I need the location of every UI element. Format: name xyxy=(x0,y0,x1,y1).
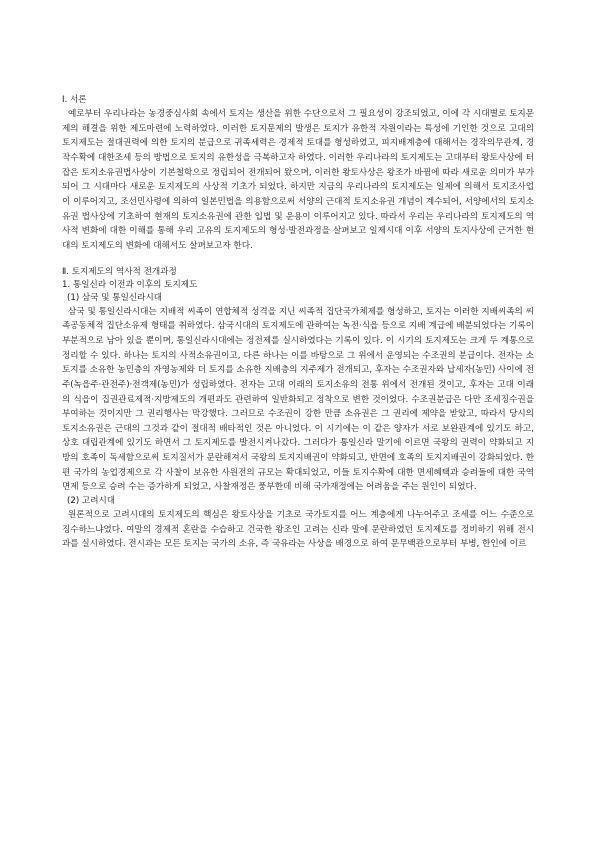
section-2-title: Ⅱ. 토지제도의 역사적 전개과정 xyxy=(62,266,177,277)
part-2-paragraph: 원론적으로 고려시대의 토지제도의 핵심은 왕토사상을 기초로 국가토지를 어느 계층에게 나누어주고 조세를 어느 수준으로 징수하느냐였다. 여말의 경제적 혼란을 수습하고 건국한 왕조인 고려는 신라 말에 문란하였던 토지제도를 정비하기 위해 전시과를 실시하였다. 전시과는 모든 토지는 국가의 소유, 즉 국유라는 사상을 배경으로 하여 문무백관으로부터 부병, 한인에 이르 xyxy=(62,510,534,550)
section-1-title: Ⅰ. 서론 xyxy=(62,95,87,105)
part-1-paragraph: 삼국 및 통일신라시대는 지배적 씨족이 연합체적 성격을 지닌 씨족적 집단국가체제를 형성하고, 토지는 이러한 지배씨족의 씨족공동체적 집단소유제 형태를 취하였다. 삼국시대의 토지제도에 관하여는 녹전·식읍 등으로 지배 계급에 배분되었다는 기록이 부분적으로 남아 있을 뿐이며, 통일신라시대에는 정전제를 실시하였다는 기록이 있다. 이 시기의 토지제도는 크게 두 계통으로 정리할 수 있다. 하나는 토지의 사적소유권이고, 다른 하나는 이를 바탕으로 그 위에서 운영되는 수조권의 분급이다. 전자는 소 토지를 소유한 농민층의 자영농제와 더 토지를 소유한 지배층의 지주제가 전개되고, 후자는 수조권자와 납세자(농민) 사이에 전주(녹읍주·관전주)·전객제(농민)가 성립하였다. 전자는 고대 이래의 토지소유의 전통 위에서 전개된 것이고, 후자는 고대 이래의 식읍이 집권관료제적·지방제도의 개편과도 관련하여 일반화되고 정착으로 변한 것이었다. 수조권분급은 다만 조세징수권을 부여하는 것이지만 그 권리행사는 막강했다. 그러므로 수조권이 강한 만큼 소유권은 그 권리에 제약을 받았고, 따라서 당시의 토지소유권은 근대의 그것과 같이 절대적 배타적인 것은 아니었다. 이 시기에는 이 같은 양자가 서로 보완관계에 있기도 하고, 상호 대립관계에 있기도 하면서 그 토지제도를 발전시켜나갔다. 그러다가 통일신라 말기에 이르면 국왕의 권력이 약화되고 지방의 호족이 독세함으로써 토지질서가 문란해져서 국왕의 토지지배권이 약화되고, 반면에 호족의 토지지배권이 강화되었다. 한편 국가의 농업경제으로 각 사찰이 보유한 사원전의 규모는 확대되었고, 이들 토지수확에 대한 면세혜택과 승려들에 대한 국역면제 등으로 승려 수는 증가하게 되었고, 사찰재정은 풍부한데 비해 국가재정에는 어려움을 주는 원인이 되었다. xyxy=(62,306,534,493)
part-2-title: (2) 고려시대 xyxy=(67,496,116,507)
section-gap xyxy=(62,254,534,266)
part-1-title: (1) 삼국 및 통일신라시대 xyxy=(67,292,163,303)
subsection-1-title: 1. 통일신라 이전과 이후의 토지제도 xyxy=(62,279,198,290)
section-1-paragraph: 예로부터 우리나라는 농경중심사회 속에서 토지는 생산을 위한 수단으로서 그 필요성이 강조되었고, 이에 각 시대별로 토지문제의 해결을 위한 제도마련에 노력하였다. 이러한 토지문제의 발생은 토지가 유한적 자원이라는 특성에 기인한 것으로 고대의 토지제도는 절대권력에 의한 토지의 분급으로 귀족세력은 경제적 토대를 형성하였고, 피지배계층에 대해서는 경작의무관계, 경작수확에 대한조세 등의 방법으로 토지의 유한성을 극복하고자 하였다. 이러한 우리나라의 토지제도는 고대부터 왕토사상에 터 잡은 토지소유권법사상이 기본철학으로 정립되어 전개되어 왔으며, 이러한 왕토사상은 왕조가 바뀜에 따라 새로운 의미가 부가되어 그 시대마다 새로운 토지제도의 사상적 기초가 되었다. 하지만 지금의 우리나라의 토지제도는 일제에 의해서 토지조사업이 이루어지고, 조선민사령에 의하여 일본민법을 의용함으로써 서양의 근대적 토지소유권 개념이 계수되어, 서양에서의 토지소유권 법사상에 기초하여 현재의 토지소유권에 관한 입법 및 운용이 이루어지고 있다. 따라서 우리는 우리나라의 토지제도의 역사적 변화에 대한 이해를 통해 우리 고유의 토지제도의 형성·발전과정을 살펴보고 일제시대 이후 서양의 토지사상에 근거한 현대의 토지제도의 변화에 대해서도 살펴보고자 한다. xyxy=(62,109,534,251)
document-body xyxy=(62,94,534,552)
